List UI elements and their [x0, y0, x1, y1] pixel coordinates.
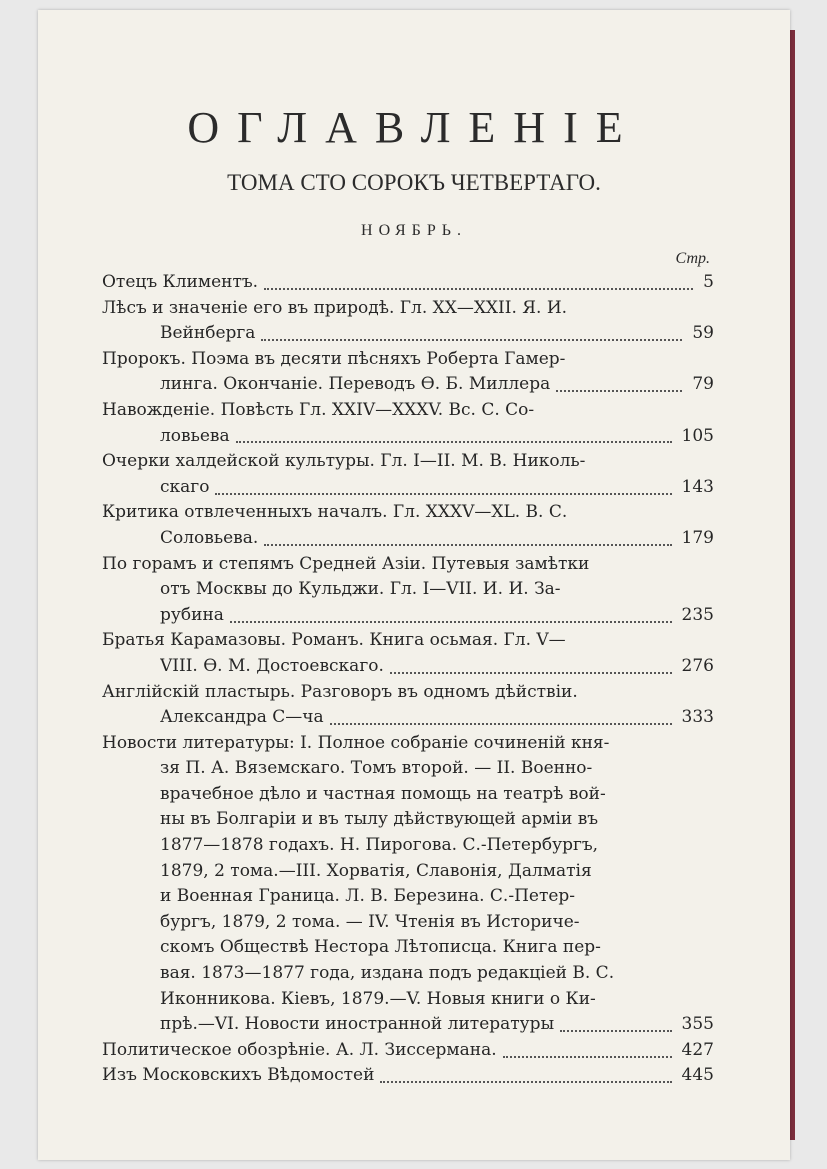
- dot-leader: [230, 621, 672, 623]
- toc-line: [102, 321, 714, 347]
- toc-page-number: 427: [681, 1039, 714, 1060]
- dot-leader: [503, 1056, 672, 1058]
- toc-line-text: линга. Окончаніе. Переводъ Ѳ. Б. Миллера: [160, 374, 551, 395]
- toc-line-text: Англійскій пластырь. Разговоръ въ одномъ дѣйствіи.: [102, 681, 578, 702]
- toc-line: [102, 705, 714, 731]
- toc-line: [102, 910, 714, 936]
- toc-line: [102, 654, 714, 680]
- toc-line-text: ловьева: [160, 425, 230, 446]
- toc-line-text: зя П. А. Вяземскаго. Томъ второй. — II. Военно-: [160, 758, 593, 779]
- toc-entry: [102, 500, 714, 551]
- dot-leader: [264, 288, 693, 290]
- toc-entry: [102, 628, 714, 679]
- dot-leader: [560, 1030, 671, 1032]
- toc-line-text: Соловьева.: [160, 527, 259, 548]
- toc-line-text: 1877—1878 годахъ. Н. Пирогова. С.-Петербургъ,: [160, 835, 599, 856]
- dot-leader: [215, 493, 671, 495]
- toc-line-text: скаго: [160, 476, 210, 497]
- toc-line: [102, 526, 714, 552]
- toc-line: [102, 833, 714, 859]
- toc-line: [102, 935, 714, 961]
- toc-line: [102, 347, 714, 373]
- dot-leader: [390, 672, 672, 674]
- toc-page-number: 143: [681, 476, 714, 497]
- toc-entry: [102, 680, 714, 731]
- toc-entry: [102, 552, 714, 629]
- page-subtitle: ТОМА СТО СОРОКЪ ЧЕТВЕРТАГО.: [227, 170, 601, 195]
- toc-line: [102, 603, 714, 629]
- dot-leader: [236, 441, 672, 443]
- toc-line-text: Новости литературы: I. Полное собраніе сочиненій кня-: [102, 732, 610, 753]
- toc-page-number: 105: [681, 425, 714, 446]
- document-page: [38, 10, 790, 1160]
- toc-line-text: 1879, 2 тома.—III. Хорватія, Славонія, Далматія: [160, 860, 592, 881]
- dot-leader: [261, 339, 682, 341]
- toc-line: [102, 782, 714, 808]
- toc-line: [102, 680, 714, 706]
- toc-line-text: вая. 1873—1877 года, издана подъ редакціей В. С.: [160, 963, 615, 984]
- toc-line: [102, 475, 714, 501]
- toc-page-number: 59: [692, 323, 714, 344]
- toc-line: [102, 987, 714, 1013]
- table-of-contents: [102, 270, 714, 1089]
- toc-line-text: Навожденіе. Повѣсть Гл. XXIV—XXXV. Вс. С. Со-: [102, 399, 535, 420]
- toc-line: [102, 449, 714, 475]
- toc-line-text: Иконникова. Кіевъ, 1879.—V. Новыя книги о Ки-: [160, 988, 596, 1009]
- toc-page-number: 355: [681, 1014, 714, 1035]
- toc-line-text: По горамъ и степямъ Средней Азіи. Путевыя замѣтки: [102, 553, 590, 574]
- toc-line: [102, 859, 714, 885]
- toc-line: [102, 731, 714, 757]
- toc-line: [102, 807, 714, 833]
- toc-line-text: рубина: [160, 604, 224, 625]
- toc-line-text: VIII. Ѳ. М. Достоевскаго.: [160, 655, 384, 676]
- toc-entry: [102, 296, 714, 347]
- toc-line: [102, 500, 714, 526]
- toc-line-text: скомъ Обществѣ Нестора Лѣтописца. Книга пер-: [160, 937, 601, 958]
- toc-line: [102, 398, 714, 424]
- toc-entry: [102, 347, 714, 398]
- toc-line: [102, 424, 714, 450]
- toc-page-number: 445: [681, 1065, 714, 1086]
- toc-line-text: Очерки халдейской культуры. Гл. I—II. М. В. Николь-: [102, 451, 586, 472]
- toc-line: [102, 270, 714, 296]
- toc-page-number: 333: [681, 707, 714, 728]
- page-column-label: Стр.: [675, 250, 710, 267]
- toc-line: [102, 884, 714, 910]
- toc-line: [102, 1012, 714, 1038]
- dot-leader: [330, 723, 672, 725]
- toc-line-text: прѣ.—VI. Новости иностранной литературы: [160, 1014, 555, 1035]
- toc-line-text: Пророкъ. Поэма въ десяти пѣсняхъ Роберта Гамер-: [102, 348, 566, 369]
- toc-line-text: отъ Москвы до Кульджи. Гл. I—VII. И. И. За-: [160, 579, 561, 600]
- toc-line-text: Братья Карамазовы. Романъ. Книга осьмая. Гл. V—: [102, 630, 566, 651]
- toc-entry: [102, 449, 714, 500]
- toc-line: [102, 552, 714, 578]
- toc-entry: [102, 731, 714, 1038]
- toc-entry: [102, 1038, 714, 1064]
- toc-entry: [102, 398, 714, 449]
- toc-page-number: 235: [681, 604, 714, 625]
- toc-line-text: Отецъ Климентъ.: [102, 272, 259, 292]
- toc-line: [102, 756, 714, 782]
- toc-line: [102, 961, 714, 987]
- toc-line-text: ны въ Болгаріи и въ тылу дѣйствующей арміи въ: [160, 809, 599, 830]
- dot-leader: [264, 544, 671, 546]
- toc-page-number: 179: [681, 527, 714, 548]
- toc-page-number: 276: [681, 655, 714, 676]
- toc-line-text: Лѣсъ и значеніе его въ природѣ. Гл. XX—XXII. Я. И.: [102, 297, 568, 318]
- toc-line: [102, 372, 714, 398]
- toc-line: [102, 1063, 714, 1089]
- toc-line-text: и Военная Граница. Л. В. Березина. С.-Петер-: [160, 886, 576, 907]
- toc-page-number: 5: [703, 272, 714, 292]
- toc-line-text: Политическое обозрѣніе. А. Л. Зиссермана.: [102, 1039, 497, 1060]
- toc-line-text: Вейнберга: [160, 323, 256, 344]
- section-month: НОЯБРЬ.: [361, 222, 467, 239]
- toc-line: [102, 296, 714, 322]
- toc-line-text: врачебное дѣло и частная помощь на театрѣ вой-: [160, 783, 606, 804]
- toc-line-text: бургъ, 1879, 2 тома. — IV. Чтенія въ Историче-: [160, 911, 580, 932]
- toc-entry: [102, 1063, 714, 1089]
- toc-line: [102, 628, 714, 654]
- toc-line: [102, 577, 714, 603]
- toc-entry: [102, 270, 714, 296]
- dot-leader: [380, 1081, 671, 1083]
- toc-page-number: 79: [692, 374, 714, 395]
- toc-line-text: Критика отвлеченныхъ началъ. Гл. XXXV—XL. В. С.: [102, 502, 568, 523]
- toc-line-text: Изъ Московскихъ Вѣдомостей: [102, 1065, 375, 1086]
- page-title: ОГЛАВЛЕНІЕ: [187, 103, 641, 152]
- toc-line: [102, 1038, 714, 1064]
- toc-line-text: Александра С—ча: [160, 707, 324, 728]
- dot-leader: [556, 390, 682, 392]
